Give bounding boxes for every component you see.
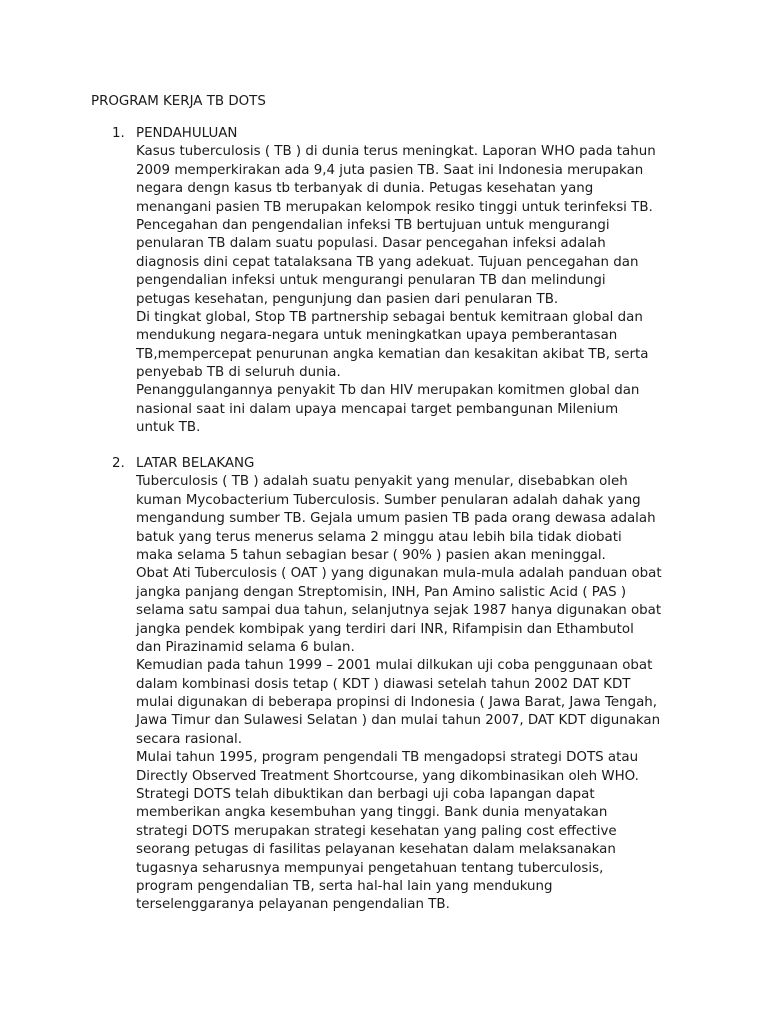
document-title: PROGRAM KERJA TB DOTS (91, 94, 266, 109)
paragraph-line: Penanggulangannya penyakit Tb dan HIV merupakan komitmen global dan (136, 383, 640, 399)
paragraph-line: kuman Mycobacterium Tuberculosis. Sumber penularan adalah dahak yang (136, 492, 641, 508)
paragraph-line: TB,mempercepat penurunan angka kematian dan kesakitan akibat TB, serta (136, 346, 649, 362)
paragraph-line: Kasus tuberculosis ( TB ) di dunia terus meningkat. Laporan WHO pada tahun (136, 144, 656, 160)
section-title: PENDAHULUAN (136, 126, 238, 141)
paragraph-line: Strategi DOTS telah dibuktikan dan berbagi uji coba lapangan dapat (136, 787, 595, 803)
paragraph-line: seorang petugas di fasilitas pelayanan kesehatan dalam melaksanakan (136, 842, 616, 858)
section-pendahuluan (112, 125, 712, 438)
paragraph-line: strategi DOTS merupakan strategi kesehatan yang paling cost effective (136, 823, 617, 839)
section-latar-belakang (112, 455, 712, 915)
section-number: 1. (112, 126, 125, 141)
paragraph-line: mendukung negara-negara untuk meningkatkan upaya pemberantasan (136, 328, 618, 344)
paragraph-line: dalam kombinasi dosis tetap ( KDT ) diawasi setelah tahun 2002 DAT KDT (136, 676, 631, 692)
paragraph-line: 2009 memperkirakan ada 9,4 juta pasien TB. Saat ini Indonesia merupakan (136, 162, 644, 178)
paragraph-line: program pengendalian TB, serta hal-hal lain yang mendukung (136, 878, 553, 894)
paragraph-line: untuk TB. (136, 420, 201, 436)
paragraph-line: Pencegahan dan pengendalian infeksi TB bertujuan untuk mengurangi (136, 217, 610, 233)
section-heading (112, 125, 712, 143)
paragraph-line: pengendalian infeksi untuk mengurangi penularan TB dan melindungi (136, 273, 606, 289)
paragraph-line: menangani pasien TB merupakan kelompok resiko tinggi untuk terinfeksi TB. (136, 199, 653, 215)
paragraph-line: penularan TB dalam suatu populasi. Dasar pencegahan infeksi adalah (136, 236, 606, 252)
section-heading (112, 455, 712, 473)
paragraph-line: petugas kesehatan, pengunjung dan pasien dari penularan TB. (136, 291, 559, 307)
paragraph-line: mengandung sumber TB. Gejala umum pasien TB pada orang dewasa adalah (136, 511, 656, 527)
paragraph-line: nasional saat ini dalam upaya mencapai target pembangunan Milenium (136, 401, 619, 417)
paragraph-line: batuk yang terus menerus selama 2 minggu atau lebih bila tidak diobati (136, 529, 622, 545)
paragraph-line: Directly Observed Treatment Shortcourse, yang dikombinasikan oleh WHO. (136, 768, 639, 784)
paragraph-line: negara dengn kasus tb terbanyak di dunia. Petugas kesehatan yang (136, 181, 594, 197)
paragraph-line: tugasnya seharusnya mempunyai pengetahuan tentang tuberculosis, (136, 860, 604, 876)
paragraph-line: dan Pirazinamid selama 6 bulan. (136, 639, 355, 655)
paragraph-line: Mulai tahun 1995, program pengendali TB mengadopsi strategi DOTS atau (136, 750, 639, 766)
paragraph-line: Tuberculosis ( TB ) adalah suatu penyakit yang menular, disebabkan oleh (136, 474, 628, 490)
paragraph-line: Kemudian pada tahun 1999 – 2001 mulai dilkukan uji coba penggunaan obat (136, 658, 653, 674)
paragraph-line: penyebab TB di seluruh dunia. (136, 365, 341, 381)
paragraph-line: Jawa Timur dan Sulawesi Selatan ) dan mulai tahun 2007, DAT KDT digunakan (136, 713, 661, 729)
paragraph-line: secara rasional. (136, 731, 243, 747)
paragraph-line: jangka pendek kombipak yang terdiri dari INR, Rifampisin dan Ethambutol (136, 621, 634, 637)
paragraph-line: jangka panjang dengan Streptomisin, INH, Pan Amino salistic Acid ( PAS ) (136, 584, 627, 600)
paragraph-line: Di tingkat global, Stop TB partnership sebagai bentuk kemitraan global dan (136, 309, 643, 325)
section-title: LATAR BELAKANG (136, 456, 255, 471)
section-number: 2. (112, 456, 125, 471)
paragraph-line: Obat Ati Tuberculosis ( OAT ) yang digunakan mula-mula adalah panduan obat (136, 566, 662, 582)
paragraph-line: maka selama 5 tahun sebagian besar ( 90% ) pasien akan meninggal. (136, 547, 606, 563)
paragraph-line: terselenggaranya pelayanan pengendalian TB. (136, 897, 450, 913)
paragraph-line: memberikan angka kesembuhan yang tinggi. Bank dunia menyatakan (136, 805, 608, 821)
paragraph-line: diagnosis dini cepat tatalaksana TB yang adekuat. Tujuan pencegahan dan (136, 254, 639, 270)
paragraph-line: mulai digunakan di beberapa propinsi di Indonesia ( Jawa Barat, Jawa Tengah, (136, 695, 658, 711)
paragraph-line: selama satu sampai dua tahun, selanjutnya sejak 1987 hanya digunakan obat (136, 603, 662, 619)
